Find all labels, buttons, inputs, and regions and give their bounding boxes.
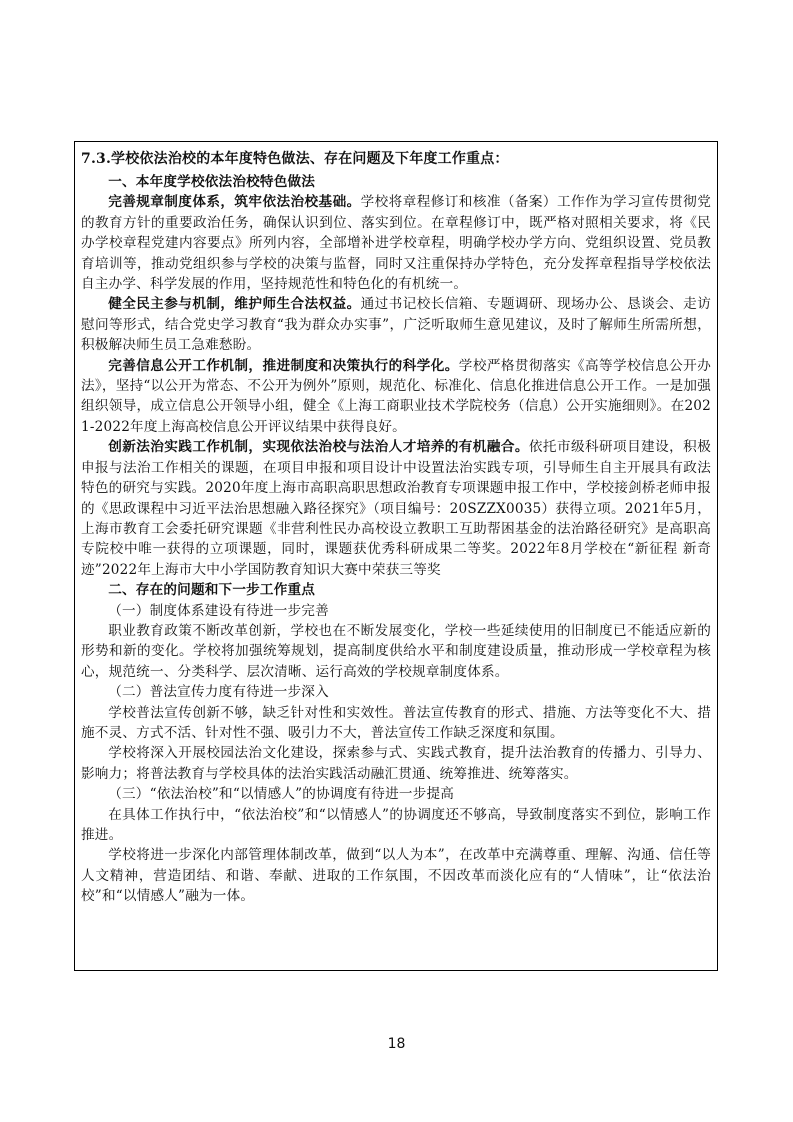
paragraph-lead: 完善信息公开工作机制，推进制度和决策执行的科学化。: [108, 357, 459, 374]
heading-section-2: 二、存在的问题和下一步工作重点: [108, 582, 316, 599]
paragraph-text: 学校严格贯彻落实《高等学校信息公开办法》，坚持“以公开为常态、不公开为例外”原则，规范化、标准化、信息化推进信息公开工作。一是加强组织领导，成立信息公开领导小组，健全《上海工商职业技术学院校务（信息）公开实施细则》。在2021-2022年度上海高校信息公开评议结果中获得良好。: [81, 357, 711, 435]
paragraph-4: [81, 437, 711, 580]
paragraph-1: [81, 192, 711, 294]
paragraph-text: 依托市级科研项目建设，积极申报与法治工作相关的课题，在项目申报和项目设计中设置法治实践专项，引导师生自主开展具有政法特色的研究与实践。2020年度上海市高职高职思想政治教育专项课题申报工作中，学校接剑桥老师申报的《思政课程中习近平法治思想融入路径探究》（项目编号：20SZZX0035）获得立项。2021年5月，上海市教育工会委托研究课题《非营利性民办高校设立教职工互助帮困基金的法治路径研究》是高职高专院校中唯一获得的立项课题，同时，课题获优秀科研成果二等奖。2022年8月学校在“新征程 新奇迹”2022年上海市大中小学国防教育知识大赛中荣获三等奖: [81, 439, 711, 578]
paragraph-6: 学校普法宣传创新不够，缺乏针对性和实效性。普法宣传教育的形式、措施、方法等变化不大、措施不灵、方式不活、针对性不强、吸引力不大，普法宣传工作缺乏深度和氛围。: [81, 704, 711, 741]
paragraph-3: [81, 356, 711, 438]
paragraph-8: 在具体工作执行中，“依法治校”和“以情感人”的协调度还不够高，导致制度落实不到位，影响工作推进。: [81, 806, 711, 843]
section-title: 7.3.学校依法治校的本年度特色做法、存在问题及下年度工作重点：: [81, 151, 509, 167]
paragraph-lead: 完善规章制度体系，筑牢依法治校基础。: [108, 194, 361, 211]
paragraph-5: 职业教育政策不断改革创新，学校也在不断发展变化，学校一些延续使用的旧制度已不能适应新的形势和新的变化。学校将加强统筹规划，提高制度供给水平和制度建设质量，推动形成一学校章程为核心，规范统一、分类科学、层次清晰、运行高效的学校规章制度体系。: [81, 622, 711, 680]
paragraph-text: 通过书记校长信箱、专题调研、现场办公、恳谈会、走访慰问等形式，结合党史学习教育“我为群众办实事”，广泛听取师生意见建议，及时了解师生所需所想，积极解决师生员工急难愁盼。: [81, 296, 711, 354]
subheading-3: （三）“依法治校”和“以情感人”的协调度有待进一步提高: [108, 786, 455, 803]
subheading-1: （一）制度体系建设有待进一步完善: [108, 602, 329, 619]
content-table-cell: [74, 141, 718, 971]
page-number: 18: [387, 1036, 406, 1052]
paragraph-lead: 创新法治实践工作机制，实现依法治校与法治人才培养的有机融合。: [108, 439, 529, 456]
document-body: [81, 148, 711, 907]
paragraph-9: 学校将进一步深化内部管理体制改革，做到“以人为本”，在改革中充满尊重、理解、沟通、信任等人文精神，营造团结、和谐、奉献、进取的工作氛围，不因改革而淡化应有的“人情味”，让“依法治校”和“以情感人”融为一体。: [81, 847, 711, 905]
heading-section-1: 一、本年度学校依法治校特色做法: [108, 174, 316, 190]
paragraph-lead: 健全民主参与机制，维护师生合法权益。: [108, 296, 361, 313]
subheading-2: （二）普法宣传力度有待进一步深入: [108, 684, 329, 701]
paragraph-text: 学校将章程修订和核准（备案）工作作为学习宣传贯彻党的教育方针的重要政治任务，确保认识到位、落实到位。在章程修订中，既严格对照相关要求，将《民办学校章程党建内容要点》所列内容，全部增补进学校章程，明确学校办学方向、党组织设置、党员教育培训等，推动党组织参与学校的决策与监督，同时又注重保持办学特色，充分发挥章程指导学校依法自主办学、科学发展的作用，坚持规范性和特色化的有机统一。: [81, 194, 711, 293]
paragraph-2: [81, 294, 711, 355]
paragraph-7: 学校将深入开展校园法治文化建设，探索参与式、实践式教育，提升法治教育的传播力、引导力、影响力；将普法教育与学校具体的法治实践活动融汇贯通、统筹推进、统筹落实。: [81, 745, 711, 782]
